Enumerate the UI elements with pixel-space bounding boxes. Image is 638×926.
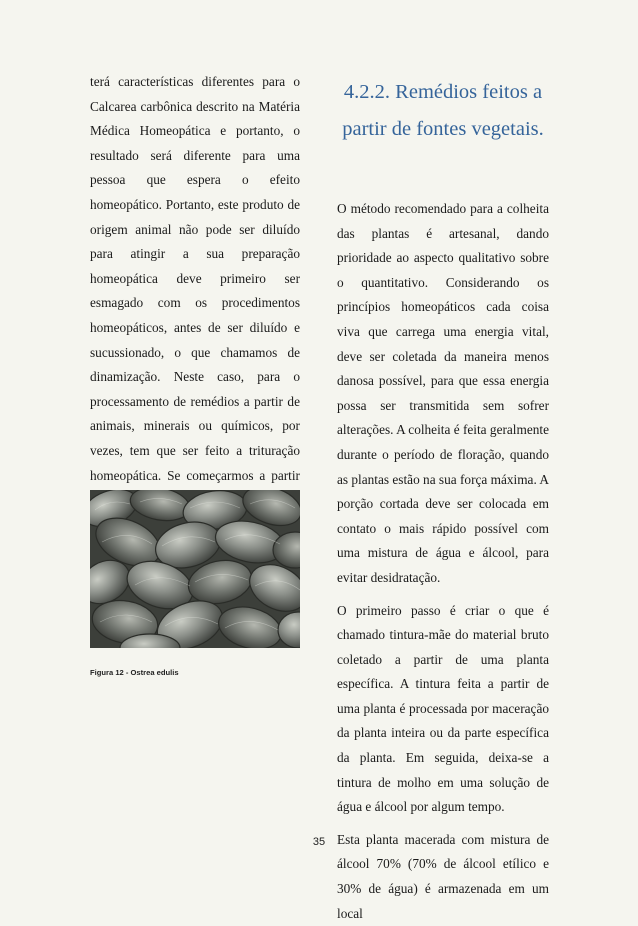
body-paragraph: O método recomendado para a colheita das plantas é artesanal, dando prioridade ao aspecto qualitativo sobre o quantitativo. Considerando os princípios homeopáticos cada coisa viva que carrega uma energia vital, deve ser coletada da maneira menos danosa possível, para que essa energia possa ser transmitida sem sofrer alterações. A colheita é feita geralmente durante o período de floração, quando as plantas estão na sua força máxima. A porção cortada deve ser colocada em contato o mais rápido possível com uma mistura de água e álcool, para evitar desidratação. <box>337 201 549 585</box>
body-paragraph: Esta planta macerada com mistura de álcool 70% (70% de álcool etílico e 30% de água) é armazenada em um local <box>337 831 549 921</box>
left-column <box>90 70 300 562</box>
body-paragraph: O primeiro passo é criar o que é chamado tintura-mãe do material bruto coletado a partir de uma planta específica. A tintura feita a partir de uma planta é processada por maceração da planta inteira ou da parte específica da planta. Em seguida, deixa-se a tintura de molho em uma solução de água e álcool por algum tempo. <box>337 602 549 815</box>
oyster-shells-image <box>90 490 300 648</box>
body-paragraph: terá características diferentes para o Calcarea carbônica descrito na Matéria Médica Homeopática e portanto, o resultado será diferente para uma pessoa que espera o efeito homeopático. Portanto, este produto de origem animal não pode ser diluído para atingir a sua preparação homeopática deve primeiro ser esmagado com os procedimentos homeopáticos, antes de ser diluído e sucussionado, o que chamamos de dinamização. Neste caso, para o processamento de remédios a partir de animais, minerais ou químicos, por vezes, tem que ser feito a trituração homeopática. Se começarmos a partir <box>90 74 300 483</box>
oyster-photo <box>90 490 300 648</box>
section-heading: 4.2.2. Remédios feitos a partir de fontes vegetais. <box>342 81 544 140</box>
page-number: 35 <box>312 836 326 848</box>
figure-caption: Figura 12 - Ostrea edulis <box>90 668 179 677</box>
right-column <box>337 197 549 926</box>
